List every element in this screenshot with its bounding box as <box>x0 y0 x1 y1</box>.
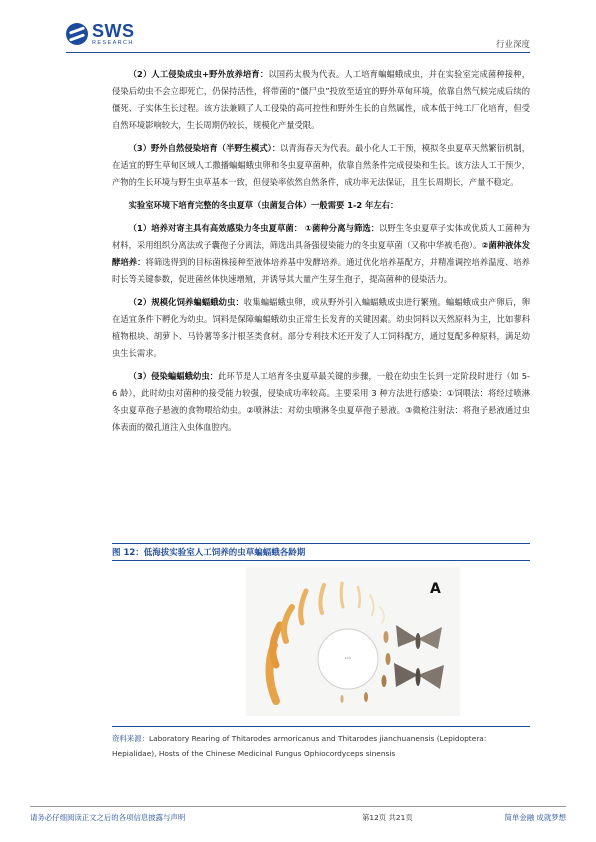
header-tag: 行业深度 <box>495 40 530 50</box>
main-content <box>112 66 530 442</box>
paragraph-sublead-fermentation: ②菌种液体发酵培养： <box>112 240 530 267</box>
paragraph-strain-culture <box>112 220 530 288</box>
paragraph-artificial-infection <box>112 66 530 134</box>
paragraph-text: 此环节是人工培育冬虫夏草最关键的步骤，一般在幼虫生长到一定阶段时进行（如 5-6 龄），此时幼虫对菌种的接受能力较强，侵染成功率较高。主要采用 3 种方法进行感染：①饲喂法：将经过喷淋冬虫夏草孢子悬液的食物喂给幼虫。②喷淋法：对幼虫喷淋冬虫夏草孢子悬液。③微枪注射法：将孢子悬液通过虫体表面的微孔道注入虫体血腔内。 <box>112 371 530 432</box>
footer-disclaimer: 请务必仔细阅读正文之后的各项信息披露与声明 <box>30 813 186 822</box>
logo-brand-sub: RESEARCH <box>92 40 134 46</box>
logo-mark-icon <box>66 23 88 45</box>
paragraph-text: 收集蝙蝠蛾虫卵，或从野外引入蝙蝠蛾成虫进行繁殖。蝙蝠蛾成虫产卵后，卵在适宜条件下孵化为幼虫。饲料是保障蝙蝠蛾幼虫正常生长发育的关键因素。幼虫饲料以天然原料为主，比如蓼科植物根块、胡萝卜、马铃薯等多汁根茎类食材。部分专利技术还开发了人工饲料配方，通过复配多种原料，满足幼虫生长需求。 <box>112 297 530 358</box>
paragraph-lead: （2）人工侵染成虫+野外放养培育： <box>128 69 269 79</box>
paragraph-text: 将筛选得到的目标菌株接种至液体培养基中发酵培养。通过优化培养基配方，并精准调控培养温度、培养时长等关键参数，促进菌丝体快速增殖，并诱导其大量产生芽生孢子，提高菌种的侵染活力。 <box>112 257 530 284</box>
figure-panel-label: A <box>430 581 441 597</box>
paragraph-lead: （3）侵染蝙蝠蛾幼虫： <box>128 371 219 381</box>
source-text: Laboratory Rearing of Thitarodes armoricanus and Thitarodes jianchuanensis (Lepidoptera: Hepialidae), Hosts of the Chinese Medicinal Fungus Ophiocordyceps sinensis <box>112 734 487 758</box>
paragraph-lead: （2）规模化饲养蝙蝠蛾幼虫： <box>128 297 244 307</box>
figure-illustration <box>246 567 460 716</box>
sws-logo <box>66 22 135 47</box>
section-heading: 实验室环境下培育完整的冬虫夏草（虫菌复合体）一般需要 1-2 年左右： <box>128 200 399 210</box>
paragraph-lab-cycle-heading <box>112 197 530 214</box>
footer-page-number: 第12页 共21页 <box>362 813 413 822</box>
paragraph-sublead-isolation: ①菌种分离与筛选： <box>304 223 380 233</box>
paragraph-text: 以国药太极为代表。人工培育蝙蝠蛾成虫，并在实验室完成菌种接种，侵染后幼虫不会立即死亡，仍保持活性，将带菌的“僵尸虫”投放至适宜的野外草甸环境，依靠自然气候完成后续的僵死、子实体生长过程。该方法兼顾了人工侵染的高可控性和野外生长的自然属性，成本低于纯工厂化培育，但受自然环境影响较大，生长周期仍较长，规模化产量受限。 <box>112 69 530 130</box>
pupa <box>384 631 389 643</box>
header-divider <box>66 52 530 53</box>
paragraph-larva-rearing <box>112 294 530 362</box>
figure-caption: 图 12：低海拔实验室人工饲养的虫草蝙蝠蛾各龄期 <box>112 543 530 561</box>
paragraph-wild-infection <box>112 140 530 191</box>
paragraph-larva-infection <box>112 368 530 436</box>
pupa <box>386 653 391 665</box>
source-label: 资料来源： <box>112 734 149 743</box>
logo-brand: SWS <box>92 21 135 41</box>
figure-source <box>112 726 530 761</box>
paragraph-lead: （3）野外自然侵染培育（半野生模式）： <box>128 143 281 153</box>
paragraph-text: 以青海春天为代表。最小化人工干预，模拟冬虫夏草天然繁衍机制，在适宜的野生草甸区域人工撒播蝙蝠蛾虫卵和冬虫夏草菌种，依靠自然条件完成侵染和生长。该方法人工干预少，产物的生长环境与野生虫草基本一致，但侵染率依然自然条件，成功率无法保证，且生长周期长，产量不稳定。 <box>112 143 530 187</box>
figure-moth-life-stages <box>246 567 460 716</box>
pupa <box>364 692 368 702</box>
footer-slogan: 简单金融 成就梦想 <box>504 813 566 822</box>
scale-label: 1cm <box>344 656 352 660</box>
paragraph-text: 以野生冬虫夏草子实体或优质人工菌种为材料，采用组织分离法或子囊孢子分离法，筛选出具备强侵染能力的冬虫夏草菌（又称中华被毛孢）。 <box>112 223 531 250</box>
moth-body <box>416 668 421 686</box>
pupa <box>340 695 343 703</box>
footer-divider <box>30 806 566 807</box>
pupa <box>382 675 387 687</box>
moth-body <box>416 633 421 649</box>
paragraph-lead: （1）培养对寄主具有高效感染力冬虫夏草菌： <box>128 223 303 233</box>
